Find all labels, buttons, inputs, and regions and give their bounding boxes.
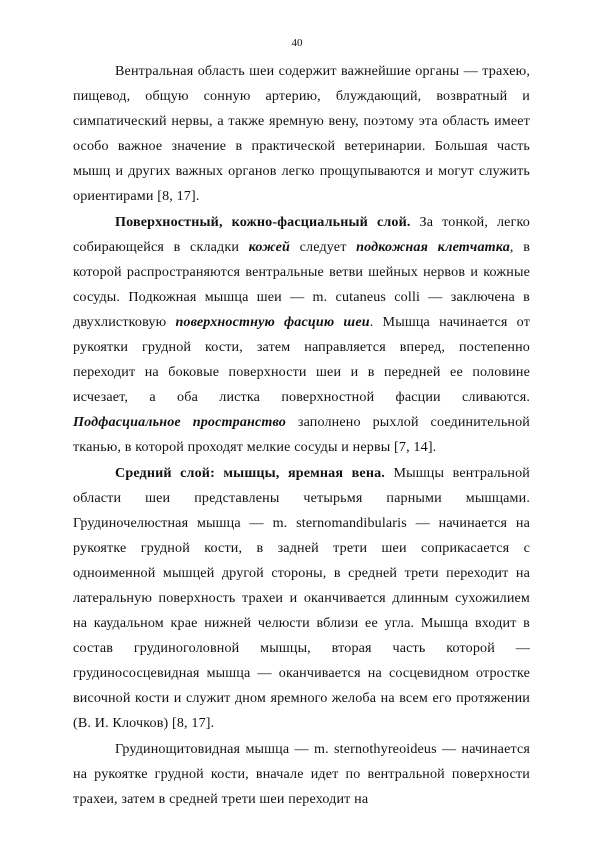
paragraph-text: За тонкой, легко собирающейся в складки [73,213,530,255]
paragraph-text: заполнено рыхлой соединительной тканью, в которой проходят мелкие сосуды и нервы [7, 14]. [73,414,530,456]
paragraph-ventral-region [73,59,530,210]
paragraph-text: Грудинощитовидная мышца — m. sternothyreoideus — начинается на рукоятке грудной кости, вначале идет по вентральной поверхности трахеи, затем в средней трети шеи переходит на [73,740,530,807]
section-heading-superficial-layer: Поверхностный, кожно-фасциальный слой. [115,213,411,230]
paragraph-superficial-layer [73,210,530,461]
term-skin: кожей [248,238,291,255]
paragraph-sternothyroid [73,737,530,812]
term-subfascial-space: Подфасциальное пространство [73,414,286,431]
term-superficial-fascia: поверхностную фасцию шеи [175,313,370,330]
paragraph-text: . Мышца начинается от рукоятки грудной кости, затем направляется вперед, постепенно переходит на боковые поверхности шеи и в передней ее половине исчезает, а оба листка поверхностной фасции сливаются. [73,313,531,406]
paragraph-text: Мышцы вентральной области шеи представлены четырьмя парными мышцами. Грудиночелюстная мышца — m. sternomandibularis — начинается на рукоятке грудной кости, в задней трети шеи соприкасается с одноименной мышцей другой стороны, в средней трети переходит на латеральную поверхность трахеи и оканчивается длинным сухожилием на каудальном крае нижней челюсти вблизи ее угла. Мышца входит в состав грудиноголовной мышцы, вторая часть которой — грудинососцевидная мышца — оканчивается на сосцевидном отростке височной кости и служит дном яремного желоба на всем его протяжении (В. И. Клочков) [8, 17]. [73,464,530,732]
paragraph-middle-layer [73,461,530,737]
paragraph-text: , в которой распространяются вентральные ветви шейных нервов и кожные сосуды. Подкожная мышца шеи — m. cutaneus colli — заключена в двухлистковую [73,238,531,330]
paragraph-text: следует [290,238,357,255]
section-heading-middle-layer: Средний слой: мышцы, яремная вена. [115,464,385,481]
page-number: 40 [291,37,303,49]
paragraph-text: Вентральная область шеи содержит важнейшие органы — трахею, пищевод, общую сонную артерию, блуждающий, возвратный и симпатический нервы, а также яремную вену, поэтому эта область имеет особо важное значение в практической ветеринарии. Большая часть мышц и других важных органов легко прощупываются и могут служить ориентирами [8, 17]. [73,63,530,205]
term-subcutaneous-tissue: подкожная клетчатка [356,238,510,255]
body-text [73,59,530,812]
